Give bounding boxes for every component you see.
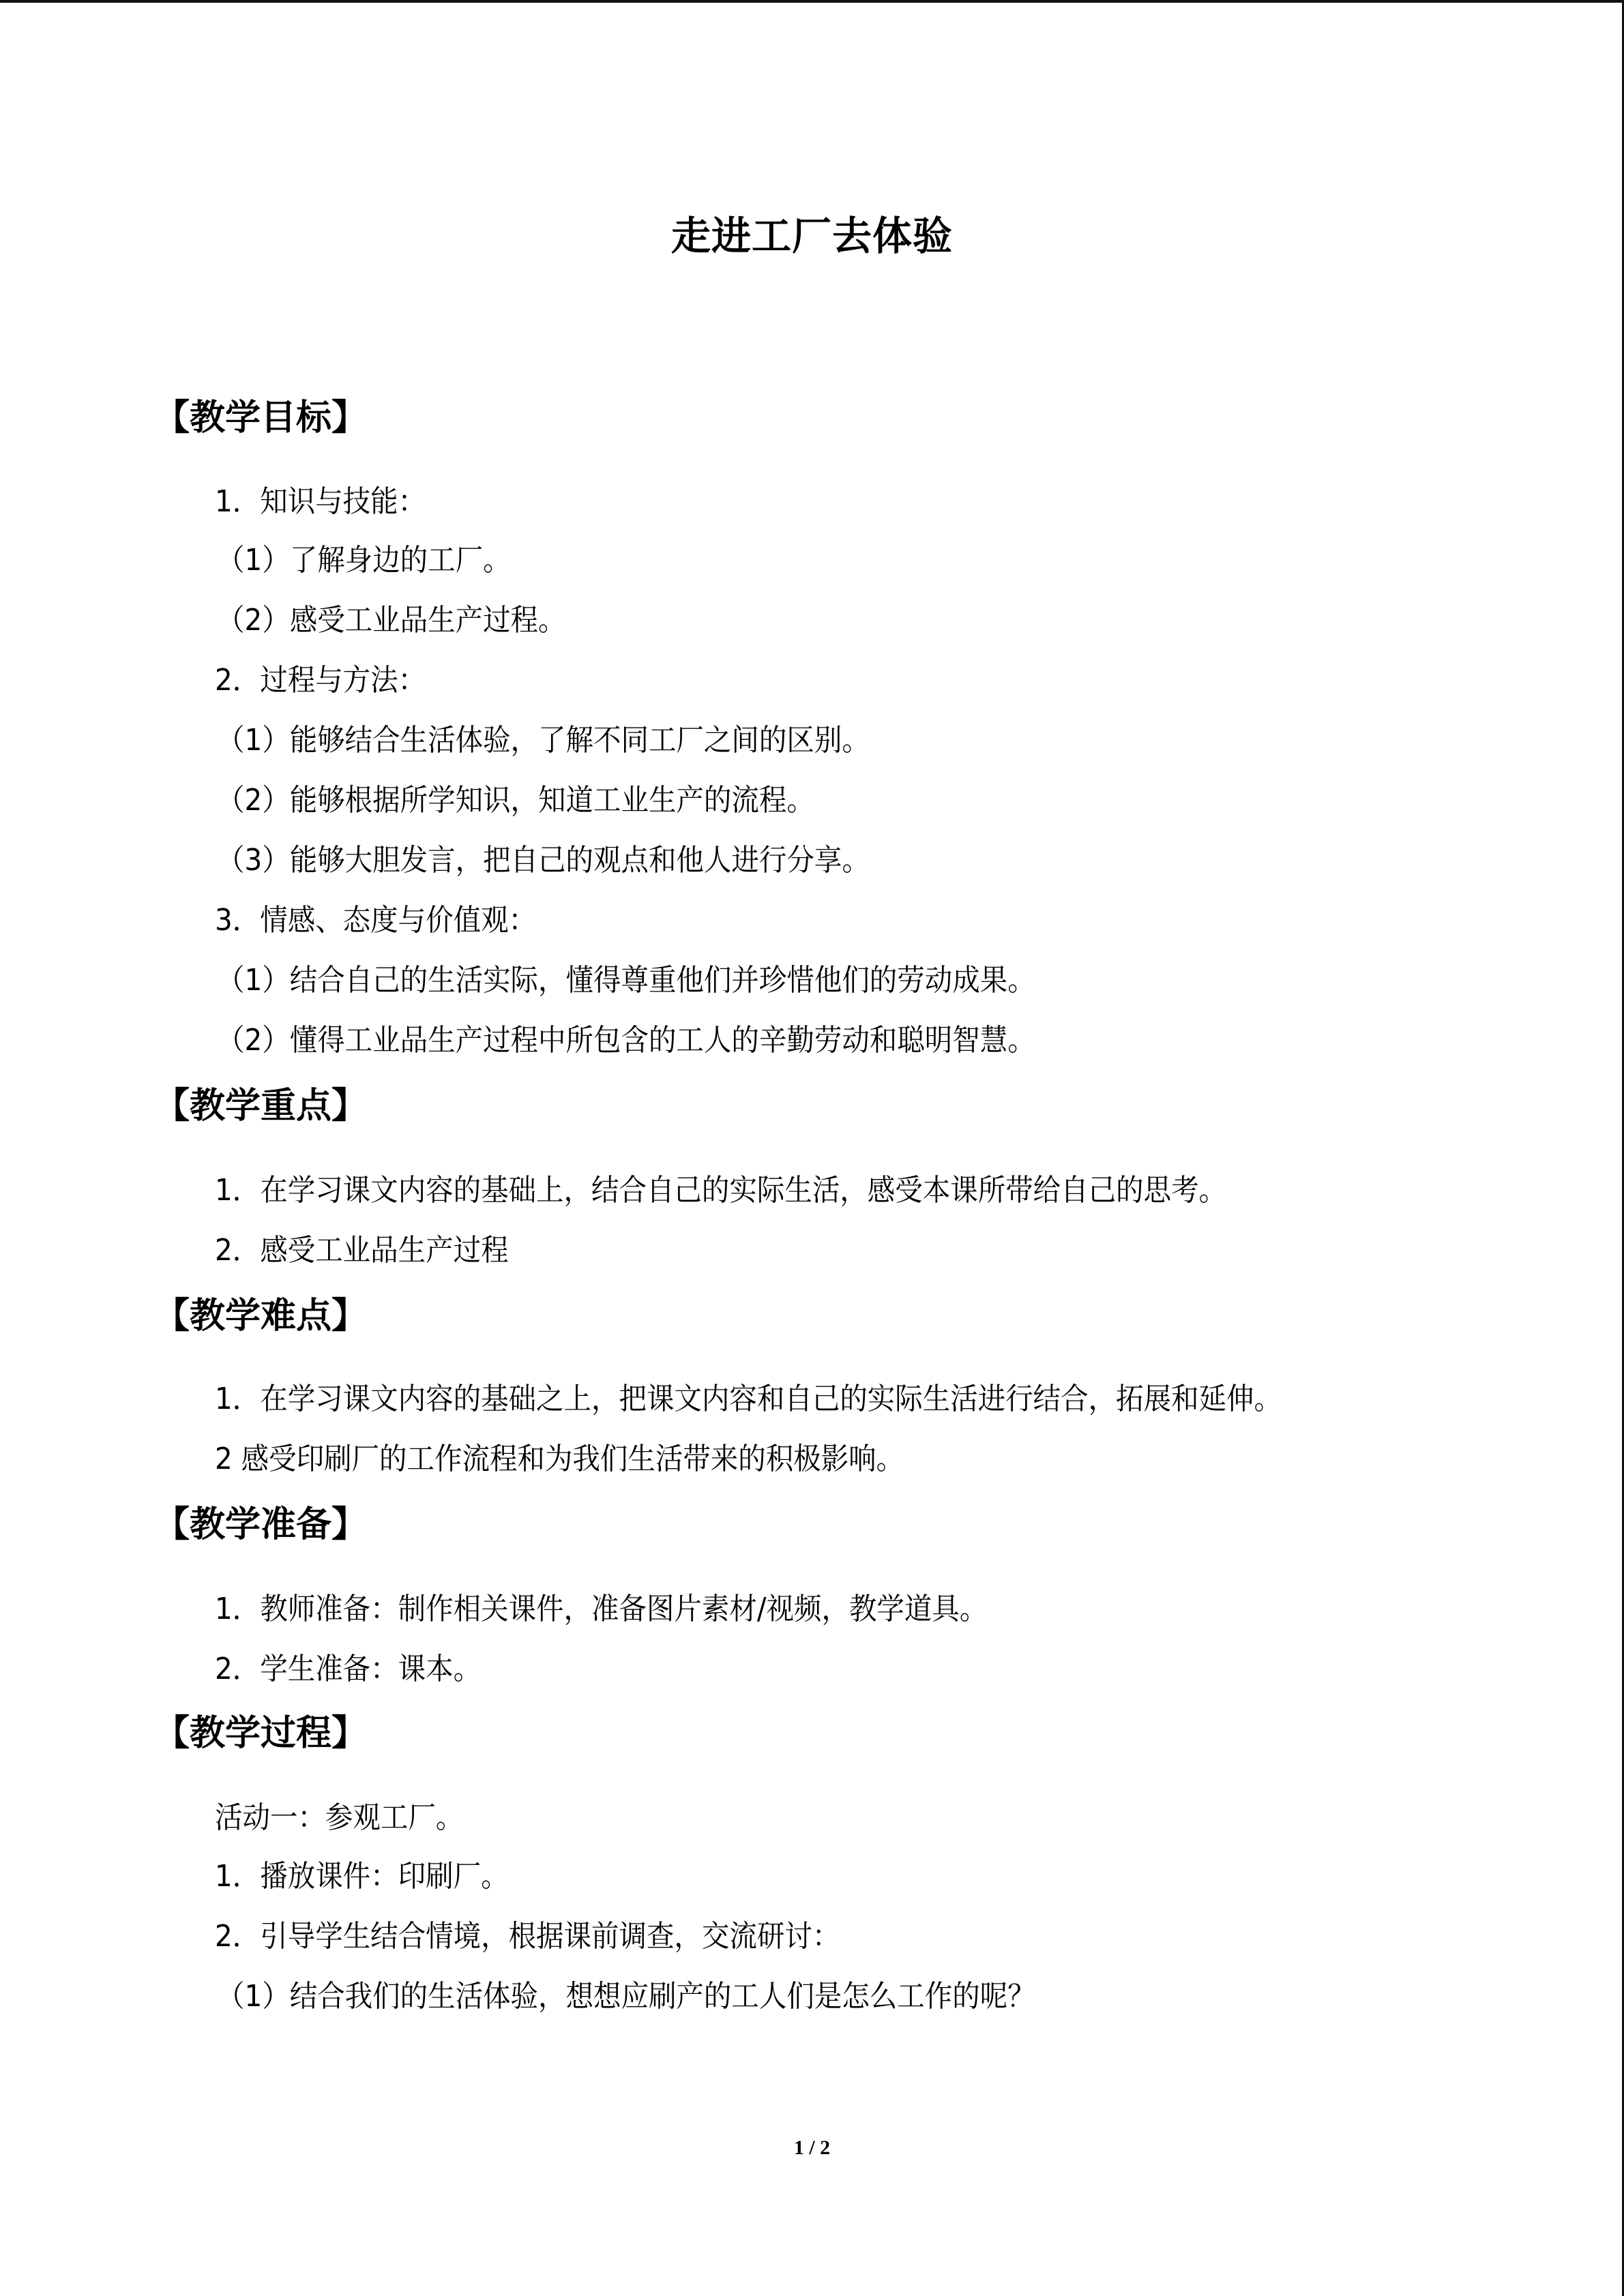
list-item: 1．知识与技能： — [215, 484, 426, 519]
page-number: 1 / 2 — [793, 2136, 831, 2159]
section-heading-difficulties: 【教学难点】 — [154, 1296, 368, 1337]
list-item: 2 感受印刷厂的工作流程和为我们生活带来的积极影响。 — [215, 1442, 904, 1476]
list-subitem: （1）能够结合生活体验，了解不同工厂之间的区别。 — [217, 723, 870, 758]
section-heading-preparation: 【教学准备】 — [154, 1504, 368, 1545]
list-item: 1．在学习课文内容的基础上，结合自己的实际生活，感受本课所带给自己的思考。 — [215, 1173, 1227, 1208]
list-item: 2．引导学生结合情境，根据课前调查，交流研讨： — [215, 1919, 840, 1954]
list-subitem: （2）感受工业品生产过程。 — [217, 603, 566, 638]
list-item: 2．感受工业品生产过程 — [215, 1233, 509, 1268]
document-title: 走进工厂去体验 — [670, 213, 953, 259]
list-subitem: （2）能够根据所学知识，知道工业生产的流程。 — [217, 783, 814, 818]
list-subitem: （1）结合我们的生活体验，想想应刷产的工人们是怎么工作的呢？ — [217, 1979, 1035, 2014]
list-item: 1．在学习课文内容的基础之上，把课文内容和自己的实际生活进行结合，拓展和延伸。 — [215, 1382, 1282, 1416]
page-top-border — [0, 0, 1624, 3]
section-heading-process: 【教学过程】 — [154, 1713, 368, 1754]
list-subitem: （1）了解身边的工厂。 — [217, 543, 511, 578]
list-item: 3．情感、态度与价值观： — [215, 903, 537, 938]
list-subitem: （3）能够大胆发言，把自己的观点和他人进行分享。 — [217, 843, 870, 878]
list-item: 2．过程与方法： — [215, 663, 426, 698]
list-item: 2．学生准备：课本。 — [215, 1652, 482, 1686]
list-subitem: （2）懂得工业品生产过程中所包含的工人的辛勤劳动和聪明智慧。 — [217, 1023, 1035, 1058]
list-item: 1．播放课件：印刷厂。 — [215, 1859, 509, 1894]
section-heading-key-points: 【教学重点】 — [154, 1086, 368, 1127]
list-item: 1．教师准备：制作相关课件，准备图片素材/视频，教学道具。 — [215, 1592, 988, 1626]
section-heading-objectives: 【教学目标】 — [154, 398, 368, 438]
list-subitem: （1）结合自己的生活实际，懂得尊重他们并珍惜他们的劳动成果。 — [217, 963, 1035, 998]
list-item: 活动一：参观工厂。 — [215, 1800, 464, 1835]
